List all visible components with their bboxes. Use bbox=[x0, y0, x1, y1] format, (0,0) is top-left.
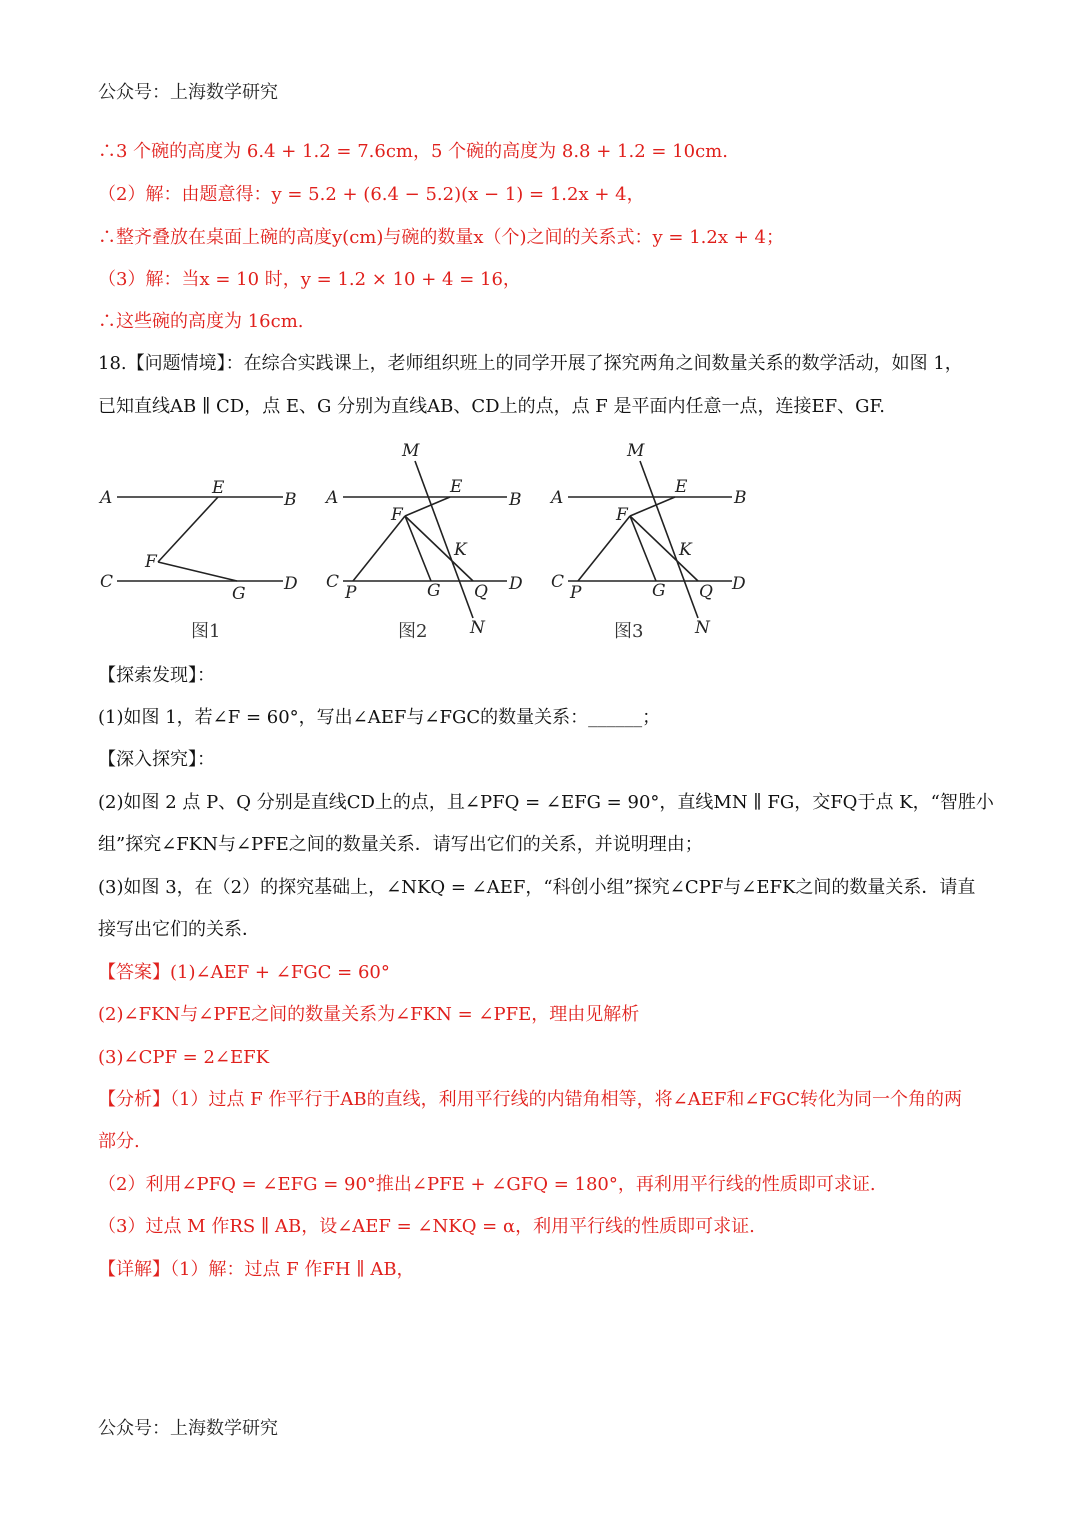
fig2-segment-ef bbox=[405, 497, 450, 516]
fig2-label-f: F bbox=[391, 505, 403, 525]
fig2-label-a: A bbox=[326, 488, 339, 508]
question-1: (1)如图 1，若∠F = 60°，写出∠AEF与∠FGC的数量关系：______； bbox=[98, 707, 661, 728]
fig2-label-q: Q bbox=[474, 582, 488, 602]
fig2-label-g: G bbox=[427, 581, 441, 601]
solution-line-2: （2）解：由题意得：y = 5.2 + (6.4 − 5.2)(x − 1) = 1.2x + 4， bbox=[98, 184, 645, 205]
fig2-label-e: E bbox=[450, 477, 463, 497]
solution-line-1: ∴3 个碗的高度为 6.4 + 1.2 = 7.6cm，5 个碗的高度为 8.8 + 1.2 = 10cm. bbox=[98, 141, 728, 162]
page-header: 公众号：上海数学研究 bbox=[98, 82, 278, 103]
fig1-segment-ef bbox=[158, 497, 218, 562]
fig3-label-k: K bbox=[679, 540, 692, 560]
fig2-label-d: D bbox=[509, 574, 523, 594]
analysis-line-2: 部分. bbox=[98, 1131, 140, 1152]
fig2-label-p: P bbox=[345, 583, 357, 603]
fig3-segment-ef bbox=[630, 497, 675, 516]
fig1-label-d: D bbox=[284, 574, 298, 594]
fig2-label-c: C bbox=[326, 572, 340, 592]
detail-line-1: 【详解】（1）解：过点 F 作FH ∥ AB， bbox=[98, 1259, 415, 1280]
figures-row bbox=[95, 436, 755, 651]
fig1-caption: 图1 bbox=[191, 621, 221, 642]
fig3-label-b: B bbox=[734, 488, 747, 508]
fig2-label-n: N bbox=[470, 618, 485, 638]
fig3-label-p: P bbox=[570, 583, 582, 603]
fig1-label-f: F bbox=[145, 552, 157, 572]
fig3-caption: 图3 bbox=[614, 621, 644, 642]
question-3-line-1: (3)如图 3，在（2）的探究基础上，∠NKQ = ∠AEF，“科创小组”探究∠CPF与∠EFK之间的数量关系．请直 bbox=[98, 877, 976, 898]
fig2-segment-fp bbox=[353, 516, 405, 581]
fig3-label-n: N bbox=[695, 618, 710, 638]
fig1-segment-fg bbox=[158, 562, 237, 581]
solution-line-3: ∴整齐叠放在桌面上碗的高度y(cm)与碗的数量x（个)之间的关系式：y = 1.2x + 4； bbox=[98, 227, 784, 248]
analysis-line-3: （2）利用∠PFQ = ∠EFG = 90°推出∠PFE + ∠GFQ = 180°，再利用平行线的性质即可求证. bbox=[98, 1174, 876, 1195]
fig1-label-g: G bbox=[232, 584, 246, 604]
analysis-line-4: （3）过点 M 作RS ∥ AB，设∠AEF = ∠NKQ = α，利用平行线的性质即可求证. bbox=[98, 1216, 755, 1237]
fig3-label-e: E bbox=[675, 477, 688, 497]
fig3-segment-fg bbox=[630, 516, 656, 581]
section-explore-heading: 【探索发现】： bbox=[98, 665, 215, 686]
answer-2: (2)∠FKN与∠PFE之间的数量关系为∠FKN = ∠PFE，理由见解析 bbox=[98, 1004, 640, 1025]
answer-1: 【答案】(1)∠AEF + ∠FGC = 60° bbox=[98, 962, 390, 983]
fig3-segment-fp bbox=[578, 516, 630, 581]
answer-3: (3)∠CPF = 2∠EFK bbox=[98, 1047, 270, 1068]
question-3-line-2: 接写出它们的关系． bbox=[98, 919, 260, 940]
question-2-line-2: 组”探究∠FKN与∠PFE之间的数量关系．请写出它们的关系，并说明理由； bbox=[98, 834, 703, 855]
solution-line-5: ∴这些碗的高度为 16cm. bbox=[98, 311, 304, 332]
fig3-label-f: F bbox=[616, 505, 628, 525]
page-footer: 公众号：上海数学研究 bbox=[98, 1418, 278, 1439]
fig1-label-e: E bbox=[212, 478, 225, 498]
fig1-label-c: C bbox=[100, 572, 114, 592]
section-deep-heading: 【深入探究】： bbox=[98, 749, 215, 770]
fig2-caption: 图2 bbox=[398, 621, 428, 642]
fig1-label-a: A bbox=[100, 488, 113, 508]
fig3-label-g: G bbox=[652, 581, 666, 601]
fig2-label-m: M bbox=[402, 441, 420, 461]
fig3-label-a: A bbox=[551, 488, 564, 508]
fig2-label-b: B bbox=[509, 490, 522, 510]
fig1-label-b: B bbox=[284, 490, 297, 510]
question-2-line-1: (2)如图 2 点 P、Q 分别是直线CD上的点，且∠PFQ = ∠EFG = 90°，直线MN ∥ FG，交FQ于点 K，“智胜小 bbox=[98, 792, 994, 813]
fig3-label-c: C bbox=[551, 572, 565, 592]
problem-18-line-1: 18.【问题情境】：在综合实践课上，老师组织班上的同学开展了探究两角之间数量关系的数学活动，如图 1， bbox=[98, 353, 963, 374]
fig3-label-q: Q bbox=[699, 582, 713, 602]
analysis-line-1: 【分析】（1）过点 F 作平行于AB的直线，利用平行线的内错角相等，将∠AEF和∠FGC转化为同一个角的两 bbox=[98, 1089, 963, 1110]
problem-18-line-2: 已知直线AB ∥ CD，点 E、G 分别为直线AB、CD上的点，点 F 是平面内任意一点，连接EF、GF. bbox=[98, 396, 885, 417]
fig2-segment-fg bbox=[405, 516, 431, 581]
geometry-figures bbox=[95, 436, 755, 651]
fig3-label-d: D bbox=[732, 574, 746, 594]
fig3-label-m: M bbox=[627, 441, 645, 461]
fig2-label-k: K bbox=[454, 540, 467, 560]
solution-line-4: （3）解：当x = 10 时，y = 1.2 × 10 + 4 = 16， bbox=[98, 269, 521, 290]
